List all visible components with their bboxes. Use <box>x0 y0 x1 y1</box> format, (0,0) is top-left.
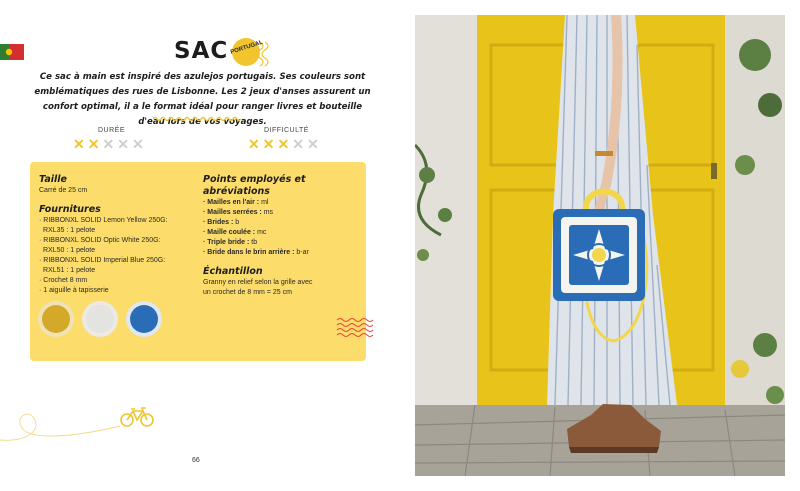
yarn-swatches <box>38 301 162 337</box>
portugal-flag-icon <box>0 44 24 60</box>
decorative-squiggle <box>153 116 241 122</box>
stitch-item: · Maille coulée : mc <box>203 229 267 236</box>
page-title: SAC <box>174 38 229 64</box>
cross-icon: ✕ <box>131 136 144 152</box>
fourniture-item: RXL35 : 1 pelote <box>43 227 96 234</box>
fourniture-item: RXL51 : 1 pelote <box>43 267 96 274</box>
duree-label: DURÉE <box>98 127 126 134</box>
yarn-optic-white <box>82 301 118 337</box>
page-number: 66 <box>192 457 200 464</box>
echantillon-line: un crochet de 8 mm = 25 cm <box>203 289 292 296</box>
difficulte-rating <box>248 137 319 151</box>
stitch-item: · Triple bride : tb <box>203 239 258 246</box>
fourniture-item: RXL50 : 1 pelote <box>43 247 96 254</box>
cross-icon: ✕ <box>248 136 260 152</box>
fourniture-item: · Crochet 8 mm <box>39 277 88 284</box>
fourniture-item: · RIBBONXL SOLID Optic White 250G: <box>39 237 161 244</box>
badge-label: PORTUGAL <box>229 39 264 56</box>
cross-icon: ✕ <box>87 136 100 152</box>
difficulte-label: DIFFICULTÉ <box>264 127 309 134</box>
cross-icon: ✕ <box>102 136 115 152</box>
portugal-badge <box>230 36 278 70</box>
echantillon-line: Granny en relief selon la grille avec <box>203 279 313 286</box>
bicycle-icon <box>120 407 154 427</box>
fourniture-item: · RIBBONXL SOLID Imperial Blue 250G: <box>39 257 166 264</box>
stitch-item: · Mailles serrées : ms <box>203 209 274 216</box>
wave-lines-icon <box>336 317 378 339</box>
cross-icon: ✕ <box>292 136 304 152</box>
taille-value: Carré de 25 cm <box>39 187 88 194</box>
cross-icon: ✕ <box>306 136 319 152</box>
bag-photo <box>415 15 785 476</box>
points-heading: Points employés et abréviations <box>203 174 306 197</box>
yarn-lemon-yellow <box>38 301 74 337</box>
stitch-item: · Bride dans le brin arrière : b-ar <box>203 249 309 256</box>
taille-heading: Taille <box>39 174 67 185</box>
stitch-item: · Mailles en l'air : ml <box>203 199 269 206</box>
fourniture-item: · RIBBONXL SOLID Lemon Yellow 250G: <box>39 217 168 224</box>
info-card <box>30 162 366 361</box>
materials-column <box>39 174 199 296</box>
stitch-item: · Brides : b <box>203 219 240 226</box>
cross-icon: ✕ <box>73 136 85 152</box>
echantillon-heading: Échantillon <box>203 266 263 277</box>
cross-icon: ✕ <box>277 136 290 152</box>
intro-text: Ce sac à main est inspiré des azulejos portugais. Ses couleurs sont emblématiques des rues de Lisbonne. Les 2 jeux d'anses assurent un confort optimal, il a le format idéal pour ranger livres et bouteille d'eau lors de vos voyages. <box>34 72 371 127</box>
fourniture-item: · 1 aiguille à tapisserie <box>39 287 109 294</box>
fournitures-heading: Fournitures <box>39 204 101 215</box>
cross-icon: ✕ <box>262 136 275 152</box>
duree-rating <box>73 137 144 151</box>
yarn-imperial-blue <box>126 301 162 337</box>
cross-icon: ✕ <box>117 136 129 152</box>
stitches-column <box>203 174 363 298</box>
